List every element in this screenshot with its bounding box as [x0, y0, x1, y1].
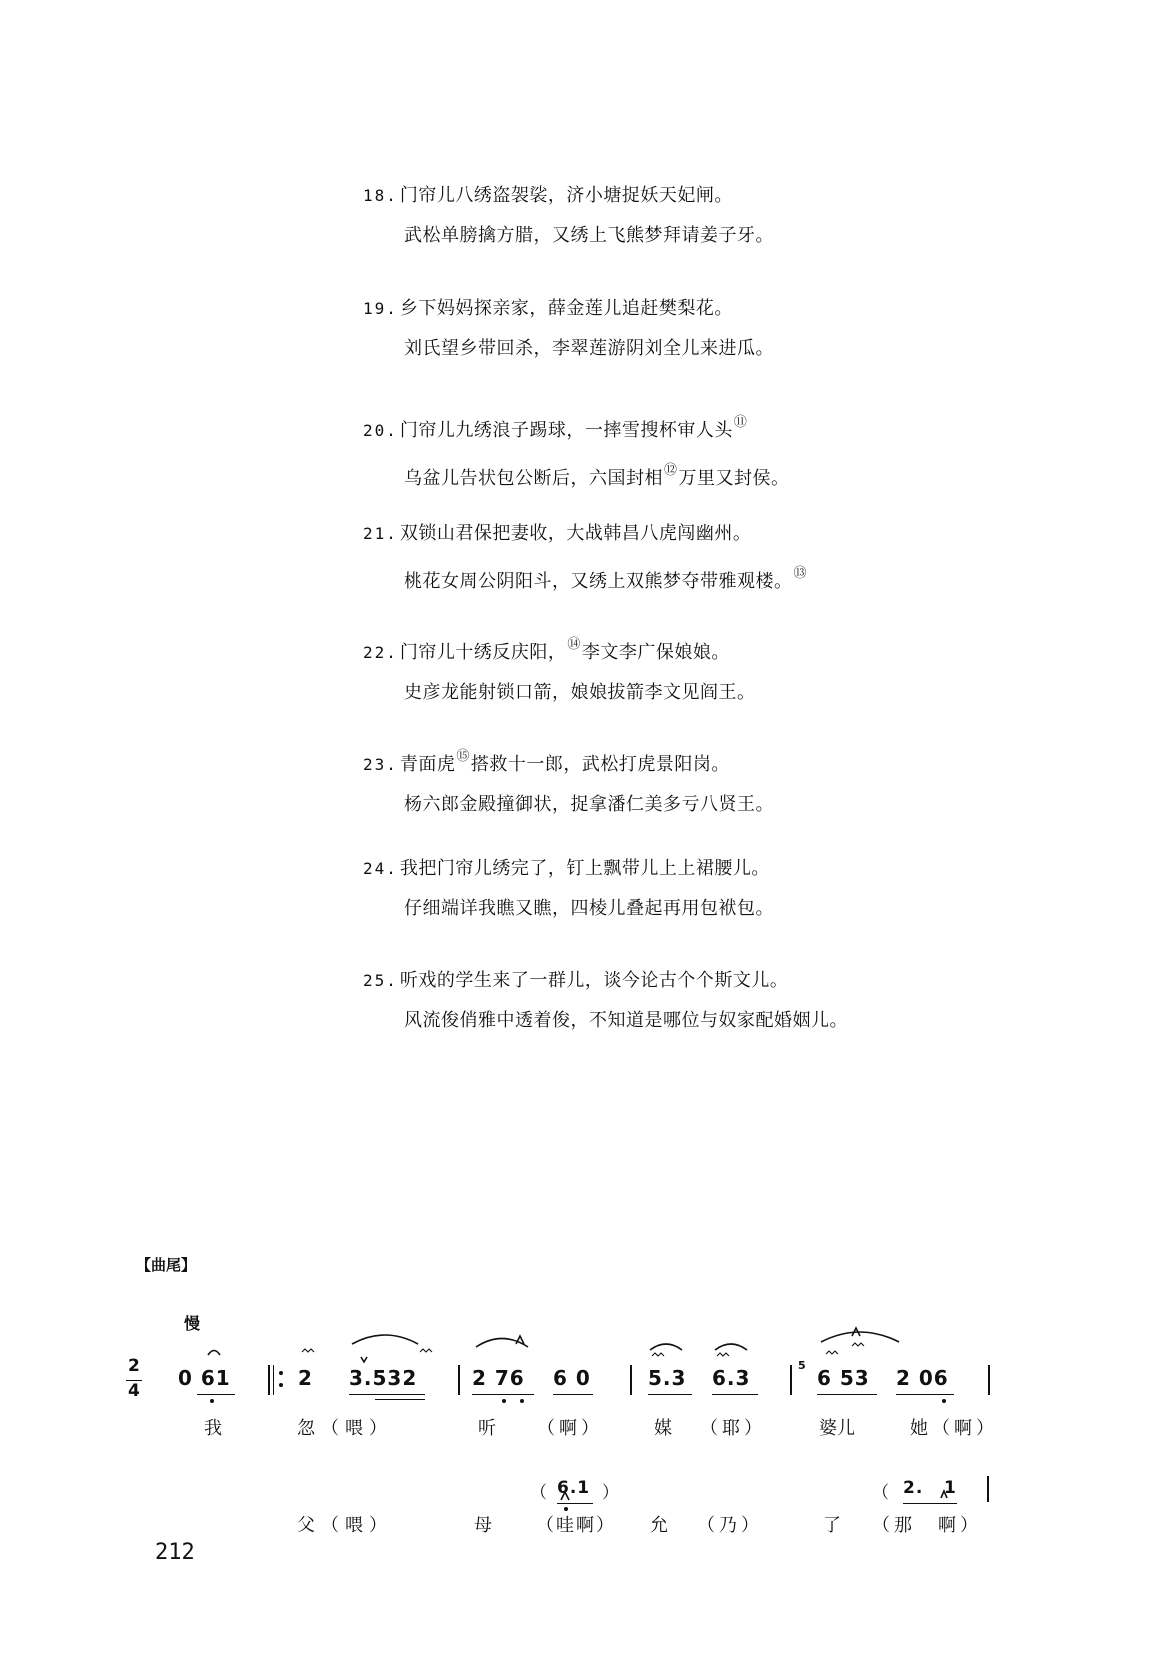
verse-line-1-cont: 李文李广保娘娘。 — [581, 642, 730, 663]
verse-line-2: 史彦龙能射锁口箭，娘娘拔箭李文见阎王。 — [404, 682, 756, 703]
note-group: 0 61 — [178, 1366, 231, 1390]
beam — [903, 1503, 957, 1504]
verse-line-1: 乡下妈妈探亲家，薛金莲儿追赶樊梨花。 — [399, 298, 733, 319]
alt-note: 6.1 — [557, 1478, 591, 1498]
verse-line-2: 桃花女周公阴阳斗，又绣上双熊梦夺带雅观楼。 — [404, 571, 793, 592]
verse-line-1: 门帘儿八绣盗袈裟，济小塘捉妖天妃闸。 — [399, 185, 733, 206]
grace-note: 5 — [798, 1359, 807, 1372]
lyric: 允 — [650, 1515, 668, 1536]
verse-line-1: 听戏的学生来了一群儿，谈今论古个个斯文儿。 — [399, 970, 789, 991]
footnote-marker: ⑪ — [733, 415, 748, 430]
footnote-marker: ⑬ — [793, 566, 808, 581]
footnote-marker: ⑮ — [456, 749, 470, 764]
breath-mark — [361, 1357, 367, 1362]
note-group: 3.532 — [349, 1366, 418, 1390]
note-group: 6 53 — [817, 1366, 870, 1390]
lyric: （啊） — [537, 1418, 603, 1439]
verse-line-1: 双锁山君保把妻收，大战韩昌八虎闯幽州。 — [399, 523, 752, 544]
barline — [987, 1476, 989, 1502]
page-number: 212 — [155, 1540, 195, 1565]
verse-number: 19. — [363, 299, 398, 318]
lyric: （那 — [872, 1515, 916, 1536]
footnote-marker: ⑭ — [567, 637, 581, 652]
slur — [476, 1339, 528, 1348]
slur — [352, 1335, 418, 1344]
verse-line-2: 风流俊俏雅中透着俊，不知道是哪位与奴家配婚姻儿。 — [404, 1010, 848, 1031]
lyric: 她（啊） — [910, 1418, 998, 1439]
alt-open-paren: （ — [872, 1483, 889, 1503]
verse-line-2: 杨六郎金殿撞御状，捉拿潘仁美多亏八贤王。 — [404, 794, 774, 815]
lyric: （乃） — [697, 1515, 763, 1536]
note-group: 6.3 — [712, 1366, 751, 1390]
lyric: 父（喂） — [297, 1515, 393, 1536]
verse-line-2-cont: 万里又封侯。 — [678, 468, 790, 489]
verse-number: 18. — [363, 186, 398, 205]
lyric: 忽（喂） — [297, 1418, 393, 1439]
verse-line-1: 我把门帘儿绣完了，钉上飘带儿上上裙腰儿。 — [399, 858, 770, 879]
footnote-marker: ⑫ — [664, 463, 678, 478]
verse-line-1-cont: 搭救十一郎，武松打虎景阳岗。 — [470, 754, 730, 775]
verse-number: 24. — [363, 859, 398, 878]
verse-number: 25. — [363, 971, 398, 990]
note-group: 2 — [298, 1366, 313, 1390]
lyric: （哇啊） — [536, 1515, 616, 1536]
lyric: 了 — [823, 1515, 841, 1536]
section-tag: 【曲尾】 — [136, 1256, 197, 1274]
slur — [650, 1344, 682, 1350]
verse-number: 23. — [363, 755, 398, 774]
lyric: 婆儿 — [819, 1418, 855, 1439]
verse-line-1: 门帘儿九绣浪子踢球，一摔雪搜杯审人头 — [399, 420, 733, 441]
note-group: 6 0 — [553, 1366, 591, 1390]
slur — [715, 1344, 747, 1350]
verse-line-1: 门帘儿十绣反庆阳， — [399, 642, 567, 663]
fermata-arc — [208, 1351, 220, 1356]
lyric: 母 — [474, 1515, 492, 1536]
verse-line-1: 青面虎 — [399, 754, 456, 775]
alt-note: 1 — [944, 1478, 957, 1498]
time-signature-top: 2 — [128, 1356, 141, 1376]
verse-number: 21. — [363, 524, 398, 543]
time-signature-bottom: 4 — [128, 1381, 141, 1401]
tempo-marking: 慢 — [184, 1314, 201, 1333]
beam — [557, 1503, 593, 1504]
verse-line-2: 乌盆儿告状包公断后，六国封相 — [404, 468, 663, 489]
note-group: 2 06 — [896, 1366, 949, 1390]
lyric: 媒 — [654, 1418, 672, 1439]
lyric: 啊） — [938, 1515, 982, 1536]
mordents — [302, 1343, 864, 1356]
verse-line-2: 刘氏望乡带回杀，李翠莲游阴刘全儿来进瓜。 — [404, 338, 774, 359]
verse-number: 22. — [363, 643, 398, 662]
verse-line-2: 仔细端详我瞧又瞧，四棱儿叠起再用包袱包。 — [404, 898, 774, 919]
alt-open-paren: （ — [530, 1483, 547, 1503]
verse-line-2: 武松单膀擒方腊，又绣上飞熊梦拜请姜子牙。 — [404, 225, 774, 246]
slur — [821, 1332, 899, 1342]
lyric: 我 — [204, 1418, 222, 1439]
note-group: 2 76 — [472, 1366, 525, 1390]
lyric: 听 — [478, 1418, 496, 1439]
alt-close-paren: ） — [602, 1483, 619, 1503]
lyric: （耶） — [700, 1418, 766, 1439]
verse-number: 20. — [363, 421, 398, 440]
note-group: 5.3 — [648, 1366, 687, 1390]
alt-note: 2. — [903, 1478, 924, 1498]
